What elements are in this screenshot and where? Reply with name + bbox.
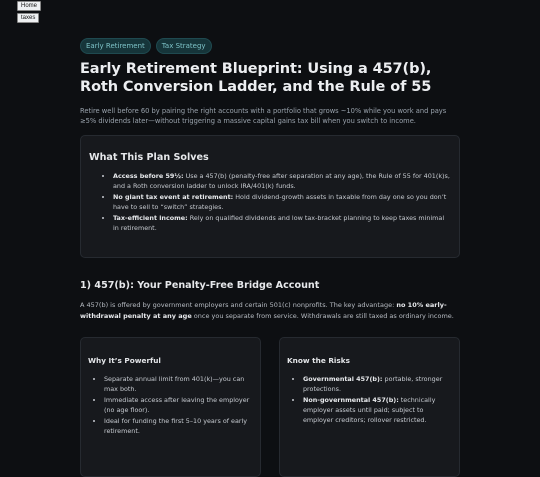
know-risks-card <box>279 337 460 477</box>
plan-heading: What This Plan Solves <box>89 152 209 163</box>
para-text: A 457(b) is offered by government employers and certain 501(c) nonprofits. The key advantage: <box>80 301 397 309</box>
list-item: • Immediate access after leaving the employer (no age floor). <box>104 395 254 415</box>
breadcrumb <box>17 1 41 25</box>
risk-item-text: portable, stronger protections. <box>303 375 443 393</box>
risk-item-text: technically employer assets until paid; subject to employer creditors; rollover restricted. <box>303 396 436 424</box>
risk-item-bold: Governmental 457(b): <box>303 375 383 383</box>
list-item <box>113 171 451 191</box>
tag-tax-strategy[interactable]: Tax Strategy <box>156 38 212 54</box>
risks-heading: Know the Risks <box>287 356 350 365</box>
para-bold: no 10% early-withdrawal penalty at any age <box>80 301 447 320</box>
tag-early-retirement[interactable]: Early Retirement <box>80 38 151 54</box>
plan-card <box>80 135 460 258</box>
section-paragraph <box>80 300 460 322</box>
why-powerful-card <box>80 337 261 477</box>
why-list <box>88 374 254 436</box>
plan-item-bold: Tax-efficient income: <box>113 214 188 222</box>
list-item <box>303 374 453 394</box>
list-item: • Separate annual limit from 401(k)—you can max both. <box>104 374 254 394</box>
plan-item-bold: Access before 59½: <box>113 172 184 180</box>
risks-list <box>287 374 453 425</box>
list-item: • Ideal for funding the first 5–10 years of early retirement. <box>104 416 254 436</box>
section-heading-457b: 1) 457(b): Your Penalty-Free Bridge Account <box>80 280 320 291</box>
page-lede: Retire well before 60 by pairing the right accounts with a portfolio that grows ~10% while you work and pays ≥5% dividends later—without triggering a massive capital gains tax bill when you switch to income. <box>80 107 447 125</box>
tag-list <box>80 38 460 54</box>
para-text: once you separate from service. Withdrawals are still taxed as ordinary income. <box>191 312 454 320</box>
two-column-cards <box>80 337 460 477</box>
breadcrumb-taxes-link[interactable]: taxes <box>17 13 39 23</box>
plan-item-text: Use a 457(b) (penalty-free after separation at any age), the Rule of 55 for 401(k)s, and a Roth conversion ladder to unlock IRA/401(k) funds. <box>113 172 450 190</box>
article <box>80 38 460 477</box>
why-heading: Why It’s Powerful <box>88 356 161 365</box>
plan-item-bold: No giant tax event at retirement: <box>113 193 234 201</box>
page-title: Early Retirement Blueprint: Using a 457(b), Roth Conversion Ladder, and the Rule of 55 <box>80 61 432 95</box>
list-item <box>303 395 453 425</box>
breadcrumb-home-link[interactable]: Home <box>17 1 41 11</box>
plan-list <box>89 171 451 233</box>
list-item <box>113 192 451 212</box>
list-item <box>113 213 451 233</box>
risk-item-bold: Non-governmental 457(b): <box>303 396 399 404</box>
plan-item-text: Hold dividend-growth assets in taxable from day one so you don’t have to sell to “switch” strategies. <box>113 193 447 211</box>
plan-item-text: Rely on qualified dividends and low tax-bracket planning to keep taxes minimal in retirement. <box>113 214 445 232</box>
